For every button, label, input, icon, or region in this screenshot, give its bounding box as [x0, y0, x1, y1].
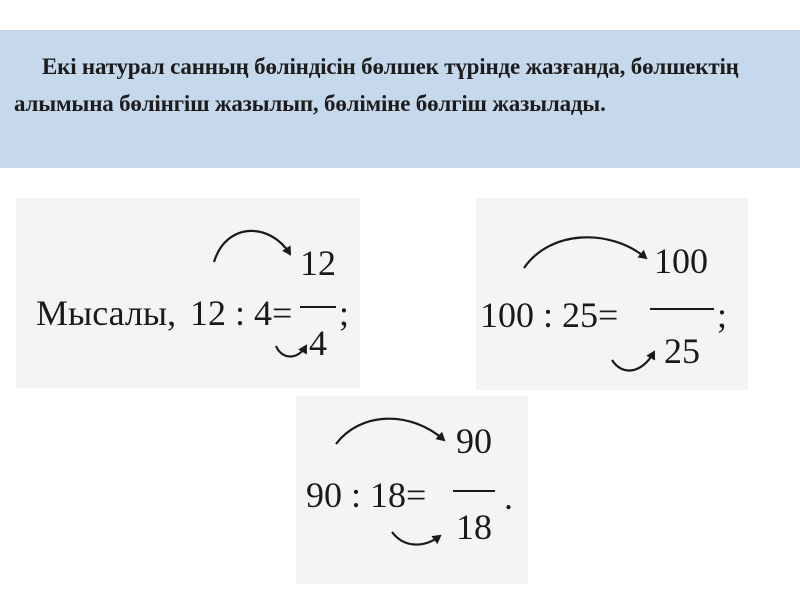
example-3-numerator: 90 [456, 421, 492, 461]
curved-arrow-icon [336, 419, 444, 444]
example-2-punctuation: ; [717, 295, 728, 335]
example-3-expression: 90 : 18= [306, 475, 427, 515]
example-1-punctuation: ; [339, 293, 350, 333]
curved-arrow-icon [612, 352, 654, 370]
curved-arrow-icon [392, 532, 440, 545]
example-3-punctuation: . [504, 477, 513, 517]
example-2-denominator: 25 [664, 331, 700, 371]
example-2-expression: 100 : 25= [480, 295, 619, 335]
example-1-denominator: 4 [309, 323, 327, 363]
example-1-numerator: 12 [300, 243, 336, 283]
example-3-denominator: 18 [456, 507, 492, 547]
example-1-expression: 12 : 4= [190, 293, 293, 333]
example-2-numerator: 100 [654, 241, 708, 281]
curved-arrow-icon [524, 237, 646, 268]
curved-arrow-icon [276, 346, 306, 357]
curved-arrow-icon [214, 231, 290, 262]
rule-text: Екі натурал санның бөліндісін бөлшек түрінде жазғанда, бөлшектің алымына бөлінгіш жазылып, бөліміне бөлгіш жазылады. [14, 54, 739, 116]
example-label: Мысалы, [36, 293, 177, 333]
